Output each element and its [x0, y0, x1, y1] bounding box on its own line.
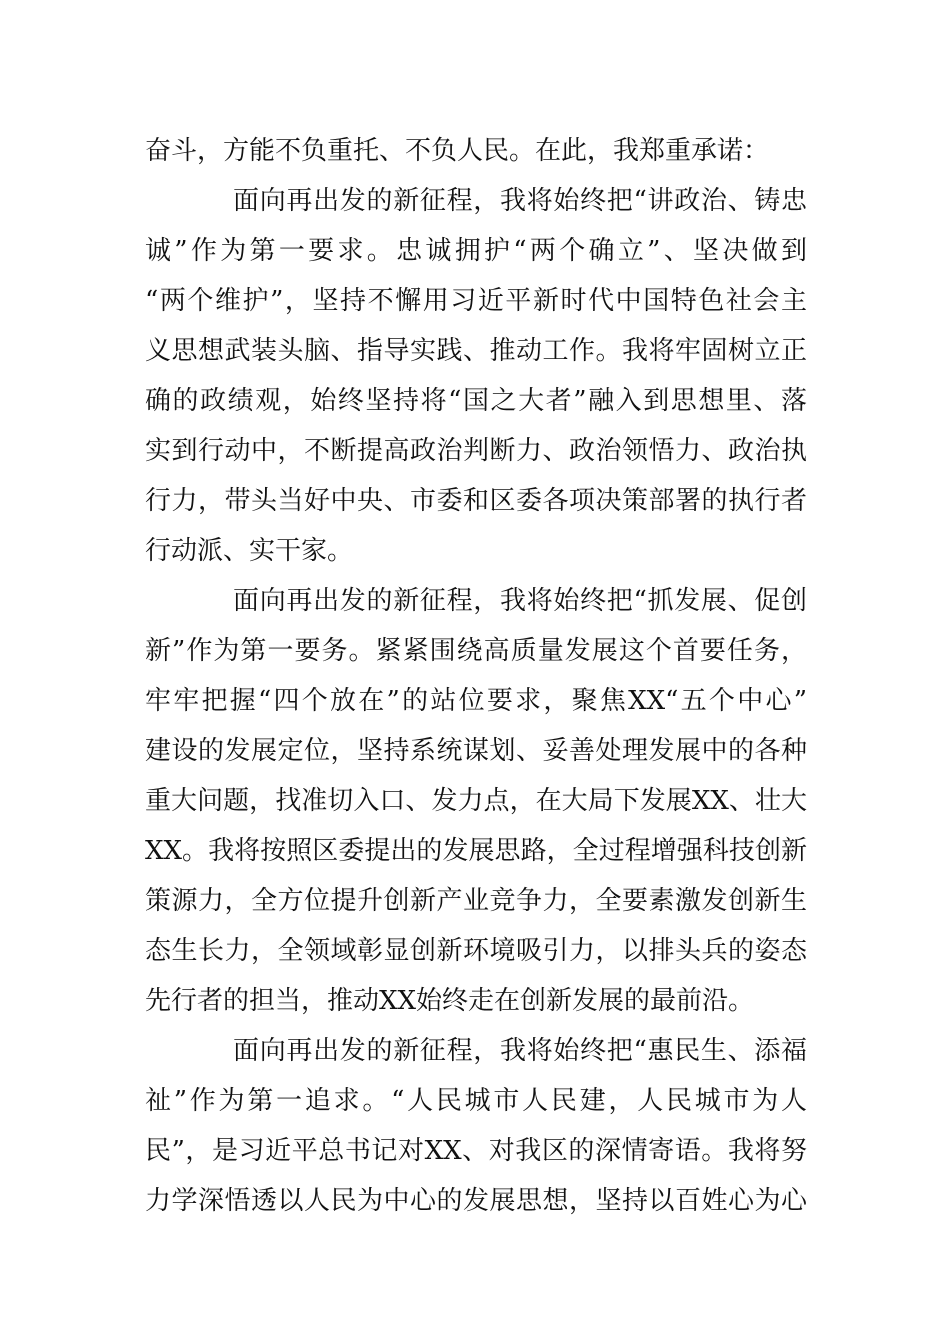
paragraph-first-line: 面向再出发的新征程，我将始终把“抓发展、促创	[233, 586, 807, 616]
text-line: 民”，是习近平总书记对XX、对我区的深情寄语。我将努	[145, 1136, 807, 1166]
text-line: 先行者的担当，推动XX始终走在创新发展的最前沿。	[145, 986, 755, 1016]
text-line: 重大问题，找准切入口、发力点，在大局下发展XX、壮大	[145, 786, 807, 816]
text-line: 义思想武装头脑、指导实践、推动工作。我将牢固树立正	[145, 336, 807, 366]
text-line: 力学深悟透以人民为中心的发展思想，坚持以百姓心为心	[145, 1186, 807, 1216]
text-line: 策源力，全方位提升创新产业竞争力，全要素激发创新生	[145, 886, 807, 916]
text-line: 确的政绩观，始终坚持将“国之大者”融入到思想里、落	[145, 386, 807, 416]
paragraph-first-line: 面向再出发的新征程，我将始终把“惠民生、添福	[233, 1036, 807, 1066]
text-line: 祉”作为第一追求。“人民城市人民建，人民城市为人	[145, 1086, 807, 1116]
text-line: 行力，带头当好中央、市委和区委各项决策部署的执行者	[145, 486, 807, 516]
text-line: 建设的发展定位，坚持系统谋划、妥善处理发展中的各种	[145, 736, 807, 766]
text-line: 行动派、实干家。	[145, 536, 354, 566]
text-line: “两个维护”，坚持不懈用习近平新时代中国特色社会主	[145, 286, 807, 316]
text-line: 态生长力，全领域彰显创新环境吸引力，以排头兵的姿态	[145, 936, 807, 966]
text-line: 新”作为第一要务。紧紧围绕高质量发展这个首要任务，	[145, 636, 807, 666]
paragraph-first-line: 面向再出发的新征程，我将始终把“讲政治、铸忠	[233, 186, 807, 216]
text-line: 诚”作为第一要求。忠诚拥护“两个确立”、坚决做到	[145, 236, 807, 266]
document-body	[145, 126, 807, 1226]
text-line: 实到行动中，不断提高政治判断力、政治领悟力、政治执	[145, 436, 807, 466]
text-line: 牢牢把握“四个放在”的站位要求，聚焦XX“五个中心”	[145, 686, 807, 716]
text-line: XX。我将按照区委提出的发展思路，全过程增强科技创新	[145, 836, 807, 866]
text-line: 奋斗，方能不负重托、不负人民。在此，我郑重承诺：	[145, 136, 770, 166]
